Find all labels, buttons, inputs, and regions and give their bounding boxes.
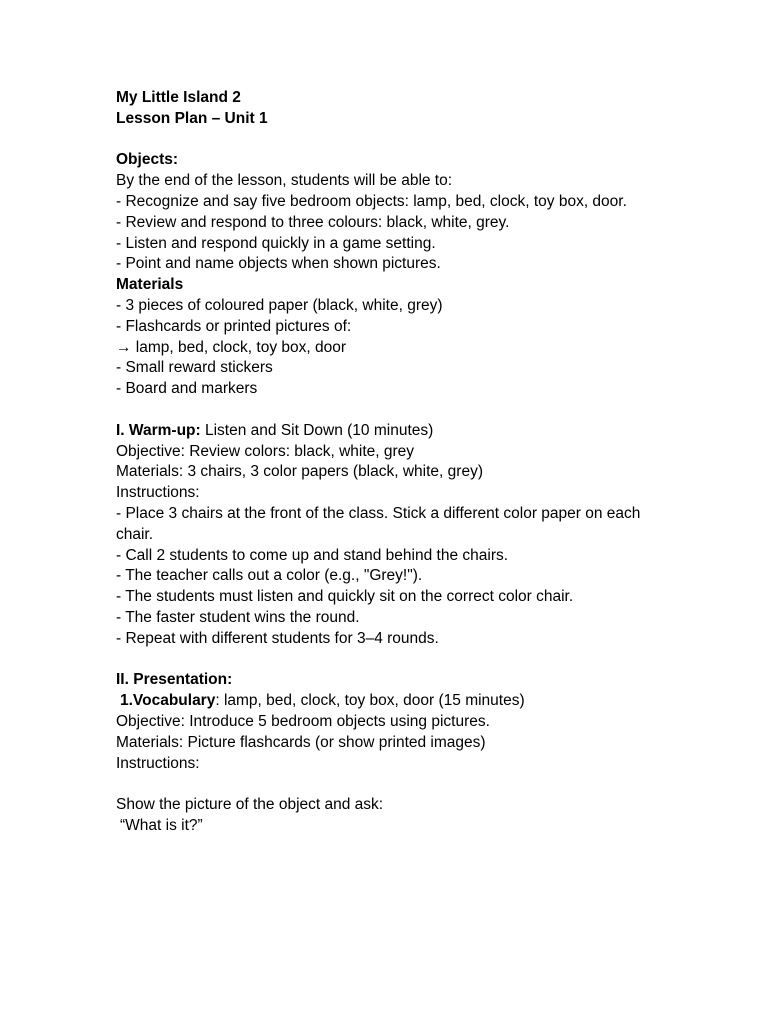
- warmup-step: - Place 3 chairs at the front of the class. Stick a different color paper on each chair.: [116, 504, 641, 543]
- document-title: My Little Island 2: [116, 89, 241, 106]
- spacer: [116, 774, 656, 795]
- warmup-step: - The students must listen and quickly sit on the correct color chair.: [116, 588, 574, 606]
- objects-heading: Objects:: [116, 151, 179, 169]
- presentation-objective: Objective: Introduce 5 bedroom objects using pictures.: [116, 712, 490, 730]
- materials-item: → lamp, bed, clock, toy box, door: [116, 338, 347, 356]
- materials-heading: Materials: [116, 276, 184, 294]
- presentation-question: “What is it?”: [120, 816, 203, 834]
- warmup-step: - Repeat with different students for 3–4 rounds.: [116, 629, 439, 647]
- objects-intro: By the end of the lesson, students will be able to:: [116, 172, 453, 190]
- document-subtitle: Lesson Plan – Unit 1: [116, 109, 268, 127]
- warmup-step: - The teacher calls out a color (e.g., "Grey!").: [116, 567, 423, 585]
- warmup-step: - The faster student wins the round.: [116, 608, 360, 626]
- warmup-instructions-label: Instructions:: [116, 484, 200, 502]
- materials-item: - Flashcards or printed pictures of:: [116, 317, 352, 335]
- vocabulary-label: 1.Vocabulary: [120, 692, 216, 710]
- spacer: [116, 130, 656, 151]
- presentation-materials: Materials: Picture flashcards (or show printed images): [116, 733, 486, 751]
- presentation-instructions-label: Instructions:: [116, 754, 200, 772]
- spacer: [116, 400, 656, 421]
- warmup-heading: [116, 421, 656, 442]
- spacer: [116, 650, 656, 671]
- presentation-show-text: Show the picture of the object and ask:: [116, 796, 384, 814]
- warmup-heading-text: Listen and Sit Down (10 minutes): [200, 421, 434, 439]
- materials-item: - Board and markers: [116, 380, 258, 398]
- warmup-objective: Objective: Review colors: black, white, grey: [116, 442, 415, 460]
- vocabulary-text: : lamp, bed, clock, toy box, door (15 minutes): [215, 692, 525, 710]
- objects-item: - Listen and respond quickly in a game setting.: [116, 234, 436, 252]
- objects-item: - Point and name objects when shown pictures.: [116, 255, 441, 273]
- objects-item: - Review and respond to three colours: black, white, grey.: [116, 213, 510, 231]
- materials-item: - 3 pieces of coloured paper (black, white, grey): [116, 296, 443, 314]
- warmup-step: - Call 2 students to come up and stand behind the chairs.: [116, 546, 509, 564]
- warmup-heading-label: I. Warm-up:: [116, 421, 201, 439]
- objects-item: - Recognize and say five bedroom objects: lamp, bed, clock, toy box, door.: [116, 192, 627, 210]
- presentation-heading: II. Presentation:: [116, 671, 233, 689]
- vocabulary-line: [116, 691, 656, 712]
- materials-item: - Small reward stickers: [116, 359, 273, 377]
- warmup-materials: Materials: 3 chairs, 3 color papers (black, white, grey): [116, 463, 483, 481]
- document-page: [116, 88, 656, 837]
